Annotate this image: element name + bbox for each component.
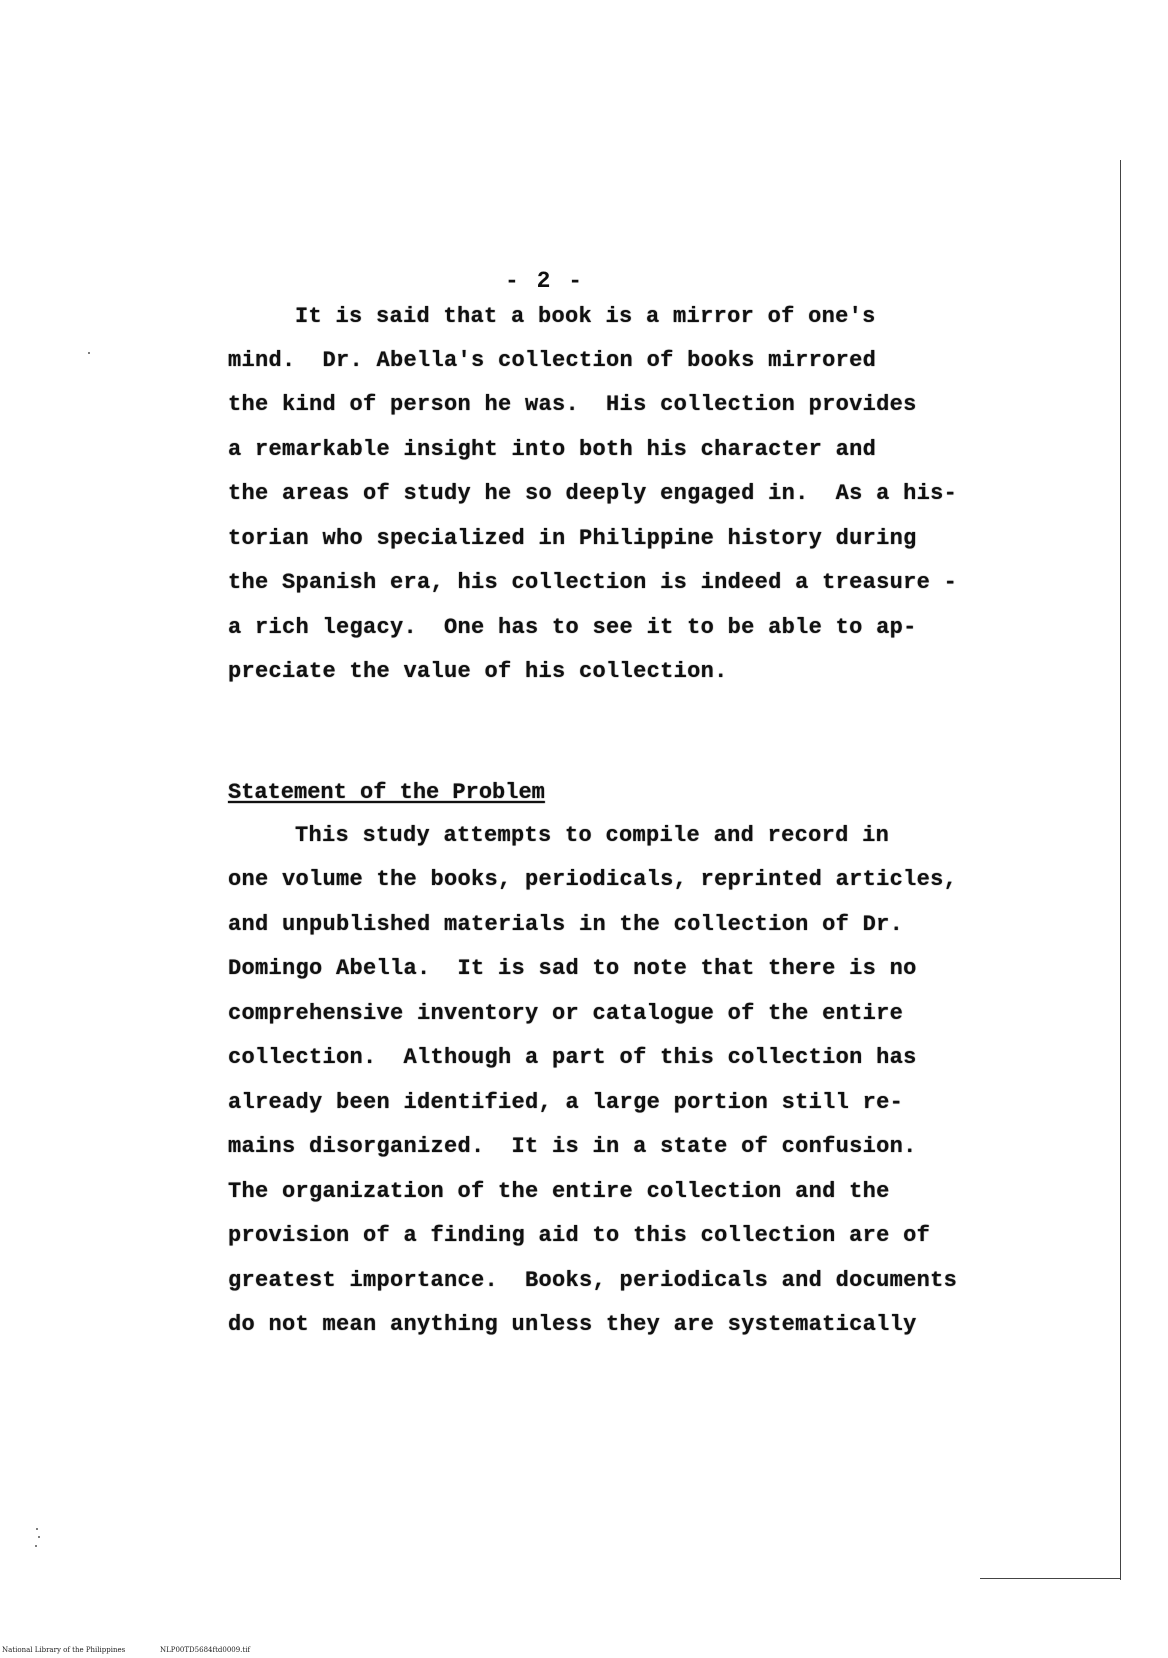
paragraph-1-line-7: the Spanish era, his collection is indeed a treasure - — [228, 570, 958, 595]
paragraph-1-line-9: preciate the value of his collection. — [228, 659, 728, 684]
footer-library-name: National Library of the Philippines — [2, 1646, 126, 1654]
paragraph-1-line-5: the areas of study he so deeply engaged in. As a his- — [228, 481, 958, 506]
paragraph-2-line-4: Domingo Abella. It is sad to note that there is no — [228, 956, 917, 981]
scan-speck — [88, 352, 90, 354]
paragraph-2-line-11: greatest importance. Books, periodicals and documents — [228, 1268, 958, 1293]
paragraph-1-line-8: a rich legacy. One has to see it to be able to ap- — [228, 615, 917, 640]
scan-speck — [35, 1545, 37, 1547]
paragraph-2-line-3: and unpublished materials in the collection of Dr. — [228, 912, 904, 937]
section-heading: Statement of the Problem — [228, 780, 545, 805]
paragraph-2-line-12: do not mean anything unless they are systematically — [228, 1312, 917, 1337]
paragraph-1-line-6: torian who specialized in Philippine history during — [228, 526, 917, 551]
footer-file-name: NLP00TD5684ftd0009.tif — [160, 1646, 251, 1654]
paragraph-2-line-2: one volume the books, periodicals, reprinted articles, — [228, 867, 958, 892]
scan-bottom-line — [980, 1578, 1120, 1579]
paragraph-2-line-6: collection. Although a part of this collection has — [228, 1045, 917, 1070]
page-number: - 2 - — [505, 268, 585, 294]
scan-edge-line — [1120, 160, 1121, 1580]
scan-speck — [38, 1536, 40, 1538]
paragraph-2-line-8: mains disorganized. It is in a state of confusion. — [228, 1134, 917, 1159]
paragraph-1-line-3: the kind of person he was. His collection provides — [228, 392, 917, 417]
paragraph-2-line-10: provision of a finding aid to this collection are of — [228, 1223, 931, 1248]
paragraph-2-line-5: comprehensive inventory or catalogue of the entire — [228, 1001, 904, 1026]
scan-speck — [36, 1528, 38, 1530]
paragraph-1-line-4: a remarkable insight into both his character and — [228, 437, 877, 462]
paragraph-2-line-9: The organization of the entire collection and the — [228, 1179, 890, 1204]
paragraph-1-line-2: mind. Dr. Abella's collection of books mirrored — [228, 348, 877, 373]
paragraph-1-line-1: It is said that a book is a mirror of one's — [295, 304, 876, 329]
paragraph-2-line-7: already been identified, a large portion still re- — [228, 1090, 904, 1115]
paragraph-2-line-1: This study attempts to compile and record in — [295, 823, 890, 848]
